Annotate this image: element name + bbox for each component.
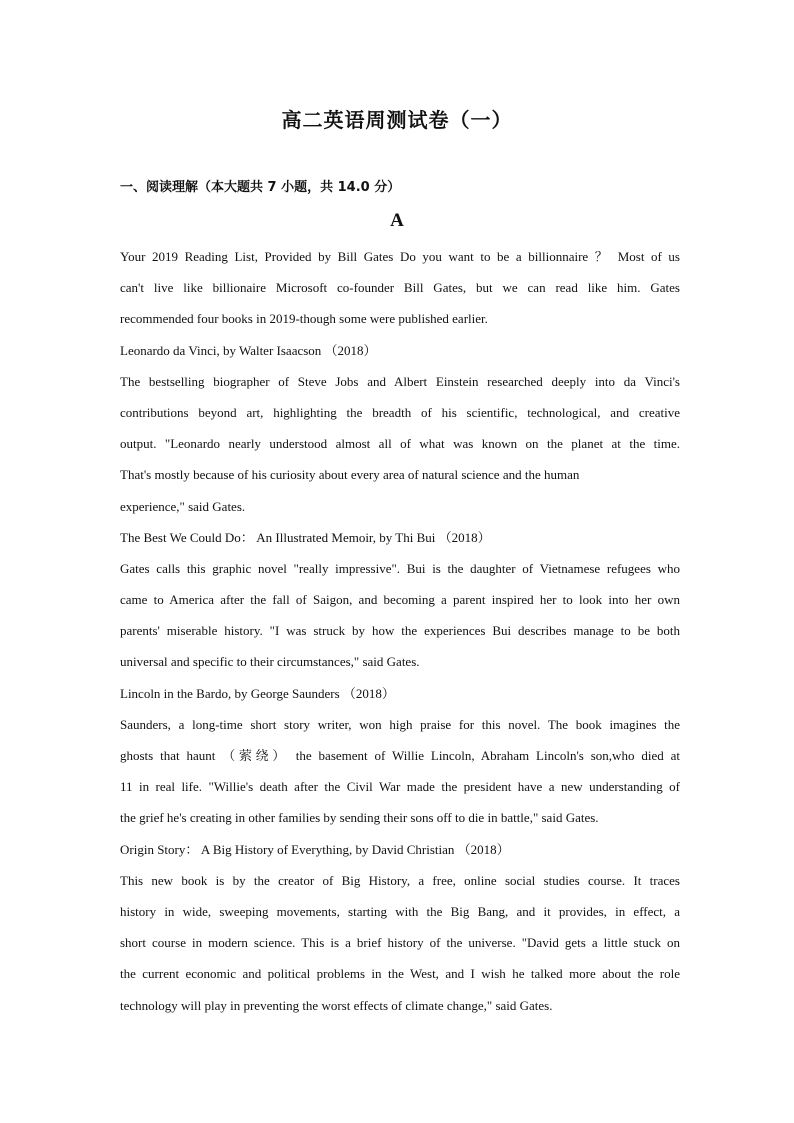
text-line: The bestselling biographer of Steve Jobs and Albert Einstein researched deeply into da Vinci's [120, 373, 680, 389]
page-title: 高二英语周测试卷（一） [281, 108, 513, 132]
text-line: This new book is by the creator of Big History, a free, online social studies course. It traces [120, 872, 680, 888]
text-line: can't live like billionaire Microsoft co-founder Bill Gates, but we can read like him. Gates [120, 280, 680, 296]
text-line: parents' miserable history. "I was struck by how the experiences Bui describes manage to be both [120, 623, 680, 639]
text-line: contributions beyond art, highlighting the breadth of his scientific, technological, and creative [120, 404, 680, 420]
text-line: the grief he's creating in other families by sending their sons off to die in battle," said Gates. [120, 810, 599, 826]
text-line: That's mostly because of his curiosity about every area of natural science and the human [120, 467, 580, 483]
section-heading: 一、阅读理解（本大题共 7 小题，共 14.0 分） [120, 180, 401, 195]
book-heading: Lincoln in the Bardo, by George Saunders （2018） [120, 685, 395, 701]
passage-body [120, 245, 680, 1025]
text-line: history in wide, sweeping movements, starting with the Big Bang, and it provides, in effect, a [120, 903, 680, 919]
text-line: experience," said Gates. [120, 498, 246, 514]
text-line: Gates calls this graphic novel "really impressive". Bui is the daughter of Vietnamese refugees who [120, 560, 680, 576]
text-line: Your 2019 Reading List, Provided by Bill Gates Do you want to be a billionnaire ？ Most of us [120, 249, 680, 264]
text-line: recommended four books in 2019-though some were published earlier. [120, 311, 488, 327]
text-line: Saunders, a long-time short story writer, won high praise for this novel. The book imagines the [120, 716, 680, 732]
text-line: 11 in real life. "Willie's death after the Civil War made the president have a new understanding of [120, 779, 680, 795]
book-heading: The Best We Could Do： An Illustrated Memoir, by Thi Bui （2018） [120, 529, 491, 545]
text-line: ghosts that haunt （萦绕） the basement of Willie Lincoln, Abraham Lincoln's son,who died at [120, 748, 680, 763]
book-heading: Leonardo da Vinci, by Walter Isaacson （2018） [120, 342, 377, 358]
text-line: came to America after the fall of Saigon, and becoming a parent inspired her to look into her own [120, 592, 680, 608]
text-line: output. "Leonardo nearly understood almost all of what was known on the planet at the time. [120, 436, 680, 452]
text-line: the current economic and political problems in the West, and I wish he talked more about the role [120, 966, 680, 982]
text-line: short course in modern science. This is a brief history of the universe. "David gets a little stuck on [120, 935, 680, 951]
text-line: universal and specific to their circumstances," said Gates. [120, 654, 420, 670]
text-line: technology will play in preventing the worst effects of climate change," said Gates. [120, 997, 553, 1013]
passage-label: A [390, 210, 404, 231]
book-heading: Origin Story： A Big History of Everything, by David Christian （2018） [120, 841, 510, 857]
